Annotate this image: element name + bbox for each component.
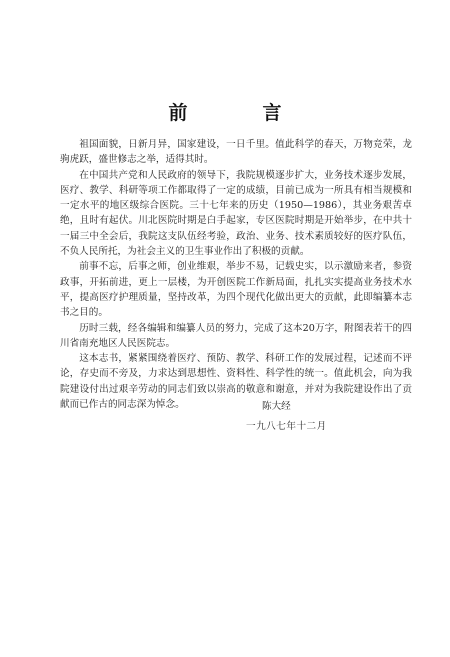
paragraph-4: 历时三载，经各编辑和编纂人员的努力，完成了这本20万字，附图表若干的四川省南充地区人民医院志。 <box>60 322 412 349</box>
author-signature: 陈大经 <box>262 401 291 412</box>
paragraph-1: 祖国面貌，日新月异，国家建设，一日千里。值此科学的春天，万物竞荣，龙驹虎跃，盛世修志之举，适得其时。 <box>60 139 412 166</box>
signature-date: 一九八七年十二月 <box>246 421 327 432</box>
paragraph-5: 这本志书，紧紧围绕着医疗、预防、教学、科研工作的发展过程，记述而不评论，存史而不旁及，力求达到思想性、资料性、科学性的统一。值此机会，向为我院建设付出过艰辛劳动的同志们致以崇高的敬意和谢意，并对为我院建设作出了贡献而已作古的同志深为悼念。 <box>60 353 412 411</box>
preface-body <box>60 137 412 412</box>
paragraph-3: 前事不忘，后事之师，创业维艰，举步不易，记载史实，以示激励来者，参资政事，开拓前进，更上一层楼，为开创医院工作新局面，扎扎实实提高业务技术水平，提高医疗护理质量，坚持改革，为四个现代化做出更大的贡献，此即编纂本志书之目的。 <box>60 261 412 319</box>
page-title: 前 言 <box>168 102 310 124</box>
paragraph-2: 在中国共产党和人民政府的领导下，我院规模逐步扩大，业务技术逐步发展，医疗、教学、科研等项工作都取得了一定的成绩，目前已成为一所具有相当规模和一定水平的地区级综合医院。三十七年来的历史（1950—1986），其业务艰苦卓绝，且时有起伏。川北医院时期是白手起家，专区医院时期是开始举步，在中共十一届三中全会后，我院这支队伍经考验，政治、业务、技术素质较好的医疗队伍，不负人民所托，为社会主义的卫生事业作出了积极的贡献。 <box>60 169 412 258</box>
